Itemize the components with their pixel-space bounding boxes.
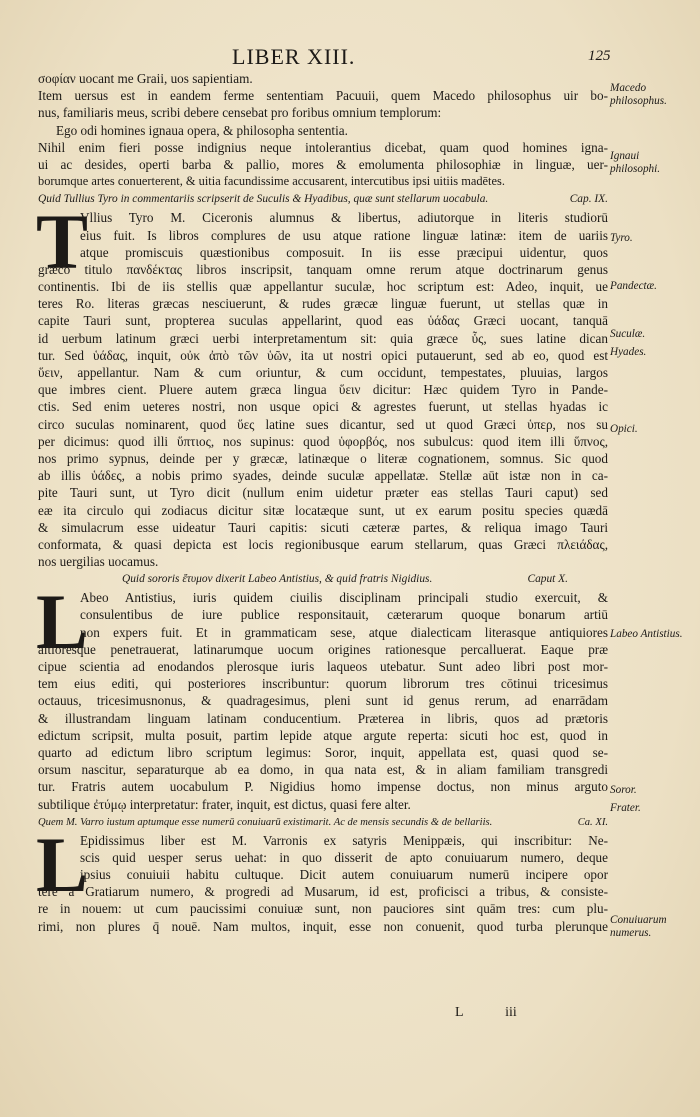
text-line: nus, familiaris meus, scribi debere censebat pro foribus omnium templorum: bbox=[38, 105, 442, 121]
page-number: 125 bbox=[588, 48, 611, 64]
chapter-heading bbox=[38, 813, 608, 832]
drop-cap: L bbox=[36, 578, 89, 666]
margin-note-conuiuarum: Conuiuarum numerus. bbox=[610, 914, 667, 939]
text-line: quarto ad edictum libro scriptum legimus: Soror, inquit, appellata est, quasi quod se- bbox=[38, 744, 608, 760]
text-line: ὕειν, appellantur. Nam & cum oriuntur, & cum occidunt, tempestates, pluuias, largos bbox=[38, 365, 608, 380]
margin-note-opici: Opici. bbox=[610, 423, 638, 435]
text-line: & illustrandam linguam latinam conducentium. Præterea in libris, quos ad prætoris bbox=[38, 710, 608, 726]
text-line: Abeo Antistius, iuris quidem ciuilis disciplinam principali studio exercuit, & bbox=[80, 590, 608, 606]
text-line: græco titulo πανδέκτας libros inscripsit, tanquam omne rerum atque doctrinarum genus bbox=[38, 261, 608, 277]
text-line: orsum nascitur, separaturque ab ea domo, in qua nata est, & in aliam familiam transgredi bbox=[38, 762, 608, 778]
margin-note-tyro: Tyro. bbox=[610, 232, 633, 244]
text-line: edictum scripsit, multa posuit, partim lepide atque argute reperta: sicuti hoc est, quod in bbox=[38, 727, 608, 743]
text-line: eius fuit. Is libros complures de usu atque ratione linguæ latinæ: item de uariis bbox=[80, 227, 608, 243]
page-footer bbox=[455, 1005, 555, 1021]
text-line: continentis. Ibi de iis stellis quæ appellantur suculæ, hoc scriptum est: Adeo, inquit, ue bbox=[38, 279, 608, 295]
text-line: circo suculas nominarent, quod ὕες latine sues dicantur, sed ut quod Græci ὑπερ, nos su bbox=[38, 416, 608, 432]
chapter-title: Quem M. Varro iustum aptumque esse numerū conuiuarū existimarit. Ac de mensis secundis & de bellariis. bbox=[38, 816, 493, 828]
text-line: nos uergilias uocamus. bbox=[38, 554, 159, 570]
signature-mark: L bbox=[455, 1005, 464, 1020]
text-line: capite Tauri sunt, propterea suculas appellarint, quod eas ὑάδας Græci uocant, tanquā bbox=[38, 313, 608, 329]
text-line: altioresque penetrauerat, latinarumque uocum origines rationesque percalluerat. Eaque præ bbox=[38, 641, 608, 657]
text-line: pite Tauri sunt, ut Tyro dicit (nullum enim uidetur præter eas stellas Tauri caput) sed bbox=[38, 485, 608, 501]
text-line: & simulacrum esse uideatur Tauri capitis: sicuti cæteræ partes, & reliqua imago Tauri bbox=[38, 519, 608, 535]
margin-note-ignaui: Ignaui philosophi. bbox=[610, 150, 661, 175]
margin-note-labeo: Labeo Antistius. bbox=[610, 628, 683, 640]
margin-note-hyades: Hyades. bbox=[610, 346, 647, 358]
text-line: ctis. Sed enim ueteres nostri, non usque opici & agrestes fuerunt, ut stellas hyadas ic bbox=[38, 399, 608, 415]
text-line: Vllius Tyro M. Ciceronis alumnus & libertus, adiutorque in literis studiorū bbox=[80, 210, 608, 226]
text-line: cipue scientia ad enodandos plerosque iuris laqueos utebatur. Sunt adeo libri post mor- bbox=[38, 659, 608, 674]
text-line: σοφίαν uocant me Graii, uos sapientiam. bbox=[38, 71, 253, 86]
drop-cap: L bbox=[36, 820, 89, 908]
text-line: teres Ro. literas græcas nesciuerunt, & rudes græcæ linguæ fuerunt, ut stellas quæ in bbox=[38, 296, 608, 312]
text-line: conformata, & quasi depicta est locis regionibusque earum stellarum, quas Græci πλειάδας, bbox=[38, 536, 608, 552]
text-line: ipsius conuiuii habitu cultuque. Dicit autem conuiuarum numerū incipere opor bbox=[80, 867, 608, 883]
chapter-heading bbox=[38, 190, 608, 209]
text-line: octauus, tricesimusnonus, & quadragesimus, pleni sunt id genus rerum, ad enarrādam bbox=[38, 693, 608, 709]
text-line: tur. Sed ὑάδας, inquit, οὐκ ἀπὸ τῶν ὑῶν, ita ut nostri opici putauerunt, sed ab eo, quod est bbox=[38, 347, 608, 363]
margin-note-pandectae: Pandectæ. bbox=[610, 280, 657, 292]
text-line: ab illis ὑάδες, a nobis primo syades, deinde suculæ appellatæ. Stellæ aūt istæ non in ca- bbox=[38, 468, 608, 484]
text-line: eæ ita circulo qui zodiacus dicitur sitæ locatæque sunt, ut ex earum positu species quædā bbox=[38, 502, 608, 518]
margin-note-macedo: Macedo philosophus. bbox=[610, 82, 667, 107]
main-text-block bbox=[38, 70, 608, 935]
margin-note-suculae: Suculæ. bbox=[610, 328, 646, 340]
text-line: tur. Fratris autem uocabulum P. Nigidius homo impense doctus, non minus arguto bbox=[38, 779, 608, 795]
text-line: subtilique ἐτύμῳ interpretatur: frater, inquit, est dictus, quasi fere alter. bbox=[38, 796, 411, 812]
text-line: atque promiscuis quæstionibus composuit. In iis esse præcipui uidentur, quos bbox=[80, 244, 608, 260]
text-line: per dicimus: quod illi ὕπτιος, nos supinus: quod ὑφορβός, nos subulcus: quod item illi ὕπνος, bbox=[38, 433, 608, 449]
margin-note-soror: Soror. bbox=[610, 784, 637, 796]
text-line: tere a Gratiarum numero, & progredi ad Musarum, id est, proficisci a tribus, & consiste- bbox=[38, 884, 608, 900]
chapter-title: Quid sororis ἔτυμον dixerit Labeo Antistius, & quid fratris Nigidius. bbox=[122, 573, 433, 586]
text-line: tem eius editi, qui posteriores inscribuntur: quorum librorum tres cōtinui tricesimus bbox=[38, 676, 608, 692]
text-line: Epidissimus liber est M. Varronis ex satyris Menippæis, qui inscribitur: Ne- bbox=[80, 832, 608, 848]
text-line: scis quid uesper serus uehat: in quo disserit de apto conuiuarum numero, deque bbox=[80, 849, 608, 865]
text-line: nos primo sypnus, deinde per y græcæ, latinæque o literæ cognationem, somnus. Sic quod bbox=[38, 450, 608, 466]
margin-note-frater: Frater. bbox=[610, 802, 641, 814]
text-line: que imbres cient. Pluere autem græca lingua ὕειν dicitur: Hæc quidem Tyro in Pande- bbox=[38, 382, 608, 398]
text-line: consulentibus de iure publice responsitauit, cæterarum quoque bonarum artiū bbox=[80, 607, 608, 623]
chapter-number: Ca. XI. bbox=[577, 816, 608, 828]
text-line: ui ac desides, operti barba & pallio, mores & emolumenta philosophiæ in linguæ, uer- bbox=[38, 156, 608, 172]
verse-line: Ego odi homines ignaua opera, & philosopha sententia. bbox=[56, 122, 348, 138]
text-line: id uerbum latinum græci uerbi interpretamentum sit: quia græce ὗς, sues latine dican bbox=[38, 330, 608, 346]
running-title: LIBER XIII. bbox=[232, 44, 356, 69]
chapter-title: Quid Tullius Tyro in commentariis scripserit de Suculis & Hyadibus, quæ sunt stellarum uocabula. bbox=[38, 193, 489, 206]
chapter-number: Caput X. bbox=[527, 573, 568, 586]
text-line: Item uersus est in eandem ferme sententiam Pacuuii, quem Macedo philosophus uir bo- bbox=[38, 88, 608, 104]
chapter-heading bbox=[38, 570, 608, 589]
text-line: borumque artes conuerterent, & uitia facundissime accusarent, intercutibus ipsi uitiis madētes. bbox=[38, 174, 505, 189]
text-line: re in nouem: ut cum paucissimi conuiuæ sunt, non pauciores sint quām tres: cum plu- bbox=[38, 901, 608, 917]
text-line: non expers fuit. Et in grammaticam sese, atque dialecticam literasque antiquiores bbox=[80, 624, 608, 640]
text-line: rimi, non plures q̄ nouē. Nam multos, inquit, esse non conuenit, quod turba plerunque bbox=[38, 918, 608, 934]
drop-cap: T bbox=[36, 198, 89, 286]
folio-mark: iii bbox=[505, 1005, 517, 1020]
text-line: Nihil enim fieri posse indignius neque intolerantius dicebat, quam quod homines igna- bbox=[38, 139, 608, 155]
chapter-number: Cap. IX. bbox=[569, 193, 608, 206]
